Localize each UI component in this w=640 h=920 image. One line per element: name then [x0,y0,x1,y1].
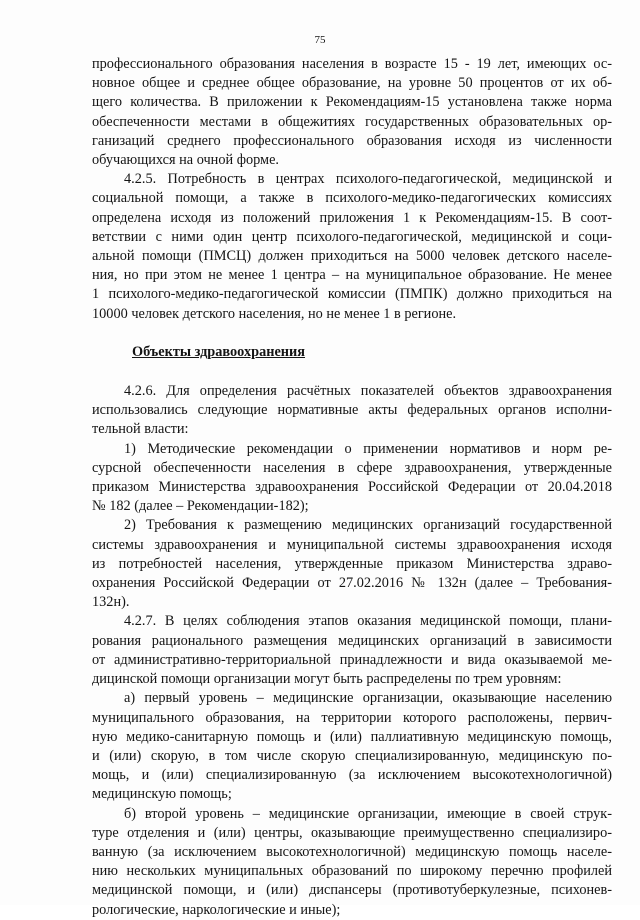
text-line: обучающихся на очной форме. [92,152,280,169]
text-line: ванную (за исключением высокотехнологичной) медицинскую помощь населе- [92,843,612,860]
text-line: 132н). [92,594,130,611]
text-line: 10000 человек детского населения, но не менее 1 в регионе. [92,305,457,322]
text-line: определена исходя из положений приложения 1 к Рекомендациям-15. В соот- [92,209,612,226]
text-line: 1 психолого-медико-педагогической комиссии (ПМПК) должно приходиться на [92,286,612,303]
paragraph-4-2-7 [92,612,612,689]
text-line: туре отделения и (или) центры, оказывающие преимущественно специализиро- [92,824,612,841]
text-line: и (или) скорую, в том числе скорую специализированную, медицинскую по- [92,747,612,764]
text-line: ветствии с ними один центр психолого-педагогической, медицинской и соци- [92,228,612,245]
text-line: использовались следующие нормативные акты федеральных органов исполни- [92,402,612,419]
text-line: системы здравоохранения и муниципальной системы здравоохранения исходя [92,536,612,553]
text-line: мощь, и (или) специализированную (за исключением высокотехнологичной) [92,767,612,784]
text-line: № 182 (далее – Рекомендации-182); [92,498,309,515]
text-line: профессионального образования населения в возрасте 15 - 19 лет, имеющих ос- [92,56,612,72]
list-item-2 [92,516,612,612]
text-line: обеспеченности местами в общежитиях государственных образовательных ор- [92,113,612,130]
text-line: нию нескольких муниципальных образований по широкому перечню профилей [92,863,612,880]
text-line: 4.2.5. Потребность в центрах психолого-педагогической, медицинской и [124,171,612,188]
page-number: 75 [314,34,326,46]
text-line: медицинской помощи, и (или) диспансеры (противотуберкулезные, психонев- [92,882,612,899]
paragraph-4-2-6 [92,382,612,440]
text-line: от административно-территориальной принадлежности и вида оказываемой ме- [92,651,612,668]
text-line: рования рационального размещения медицинских организаций в зависимости [92,632,612,649]
list-item-b [92,805,612,920]
text-line: а) первый уровень – медицинские организации, оказывающие населению [124,690,612,707]
text-line: б) второй уровень – медицинские организации, имеющие в своей струк- [124,805,612,822]
list-item-1 [92,440,612,517]
paragraph-continued [92,55,612,170]
text-line: рологические, наркологические и иные); [92,901,341,918]
text-line: приказом Министерства здравоохранения Российской Федерации от 20.04.2018 [92,479,612,496]
text-line: 1) Методические рекомендации о применении нормативов и норм ре- [124,440,612,457]
text-line: сурсной обеспеченности населения в сфере здравоохранения, утвержденные [92,459,612,476]
page-body [92,55,612,920]
text-line: социальной помощи, а также в психолого-медико-педагогических комиссиях [92,190,612,207]
text-line: 2) Требования к размещению медицинских организаций государственной [124,517,612,534]
section-heading: Объекты здравоохранения [132,343,306,360]
text-line: новное общее и среднее общее образование, на уровне 50 процентов от их об- [92,75,612,92]
text-line: дицинской помощи организации могут быть распределены по трем уровням: [92,671,562,688]
text-line: из потребностей населения, утвержденные приказом Министерства здраво- [92,555,612,572]
paragraph-4-2-5 [92,170,612,324]
text-line: 4.2.7. В целях соблюдения этапов оказания медицинской помощи, плани- [124,613,612,630]
list-item-a [92,689,612,804]
text-line: 4.2.6. Для определения расчётных показателей объектов здравоохранения [124,383,612,400]
text-line: ния, но при этом не менее 1 центра – на муниципальное образование. Не менее [92,267,612,284]
text-line: тельной власти: [92,421,189,438]
text-line: муниципального образования, на территории которого расположены, первич- [92,709,612,726]
text-line: охранения Российской Федерации от 27.02.2016 № 132н (далее – Требования- [92,575,612,592]
text-line: ганизаций среднего профессионального образования исходя из численности [92,132,612,149]
text-line: медицинскую помощь; [92,786,232,803]
text-line: ную медико-санитарную помощь и (или) паллиативную медицинскую помощь, [92,728,612,745]
text-line: щего количества. В приложении к Рекомендациям-15 установлена также норма [92,94,612,111]
text-line: альной помощи (ПМСЦ) должен приходиться на 5000 человек детского населе- [92,248,612,265]
